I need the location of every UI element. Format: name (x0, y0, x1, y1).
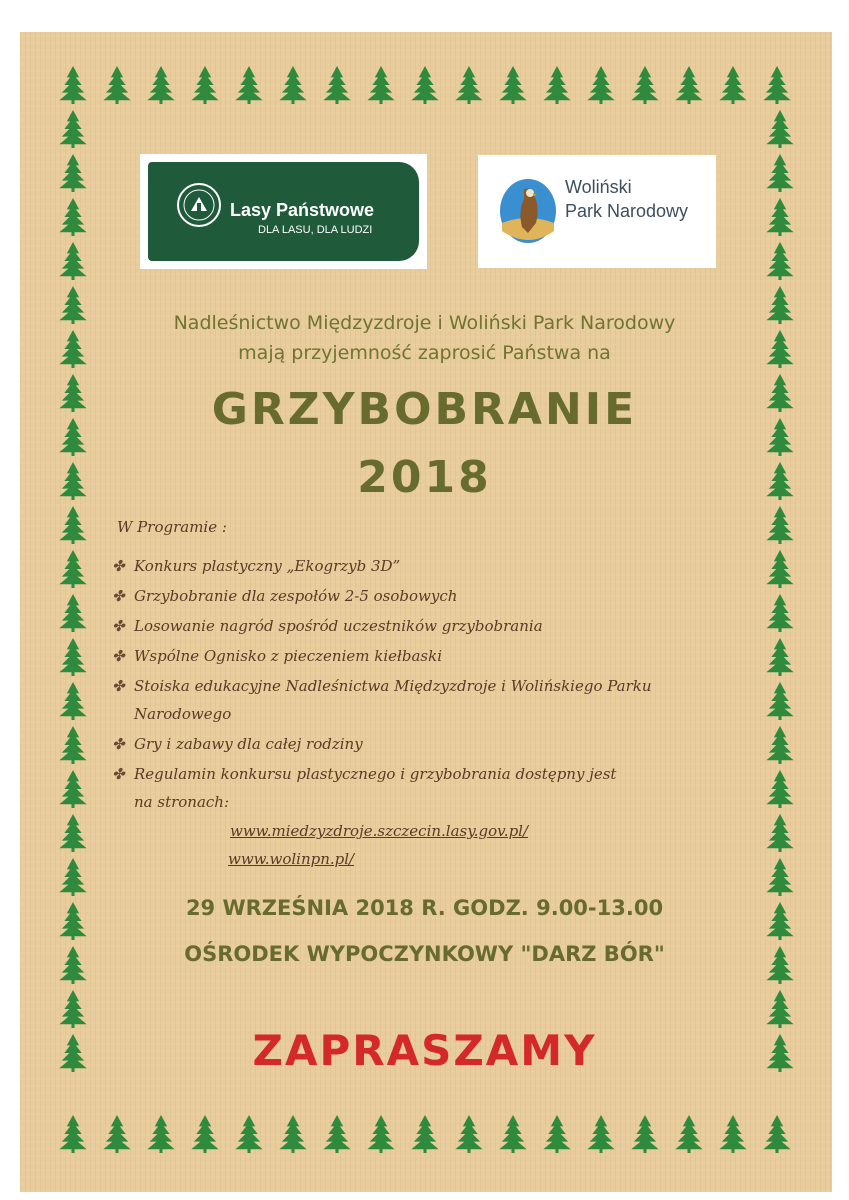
pine-tree-icon (587, 66, 614, 104)
link-lasy[interactable]: www.miedzyzdroje.szczecin.lasy.gov.pl/ (230, 822, 529, 840)
pine-tree-icon (103, 1115, 130, 1153)
pine-tree-icon (766, 770, 793, 808)
pine-tree-icon (59, 770, 86, 808)
pine-tree-icon (455, 66, 482, 104)
pine-tree-icon (59, 198, 86, 236)
pine-tree-icon (103, 66, 130, 104)
lasy-emblem-icon (176, 182, 222, 228)
pine-tree-icon (766, 154, 793, 192)
wpn-name-line2: Park Narodowy (565, 201, 689, 221)
event-place: OŚRODEK WYPOCZYNKOWY "DARZ BÓR" (184, 942, 665, 966)
pine-tree-icon (411, 1115, 438, 1153)
pine-tree-icon (147, 1115, 174, 1153)
event-datetime: 29 WRZEŚNIA 2018 R. GODZ. 9.00-13.00 (185, 896, 664, 920)
invitation-text: ZAPRASZAMY (252, 1026, 597, 1075)
pine-tree-icon (766, 726, 793, 764)
pine-tree-icon (766, 110, 793, 148)
pine-tree-icon (279, 1115, 306, 1153)
pine-tree-icon (323, 66, 350, 104)
wpn-name-line1: Woliński (565, 177, 632, 197)
pine-tree-icon (719, 1115, 746, 1153)
pine-tree-icon (367, 1115, 394, 1153)
pine-tree-icon (235, 66, 262, 104)
pine-tree-icon (59, 990, 86, 1028)
pine-tree-icon (59, 242, 86, 280)
pine-tree-icon (191, 1115, 218, 1153)
pine-tree-icon (59, 814, 86, 852)
lasy-name: Lasy Państwowe (230, 200, 375, 220)
pine-tree-icon (59, 66, 86, 104)
program-item: ✤ Grzybobranie dla zespołów 2-5 osobowych (112, 587, 458, 605)
pine-tree-icon (59, 726, 86, 764)
pine-tree-icon (766, 198, 793, 236)
pine-tree-icon (766, 990, 793, 1028)
pine-tree-icon (59, 550, 86, 588)
pine-tree-icon (499, 1115, 526, 1153)
program-item: ✤ Regulamin konkursu plastycznego i grzybobrania dostępny jest (112, 765, 617, 783)
pine-tree-icon (631, 66, 658, 104)
pine-tree-icon (766, 242, 793, 280)
pine-tree-icon (147, 66, 174, 104)
link-wolinpn[interactable]: www.wolinpn.pl/ (228, 850, 355, 868)
pine-tree-icon (191, 66, 218, 104)
pine-tree-icon (766, 682, 793, 720)
program-item: ✤ Stoiska edukacyjne Nadleśnictwa Międzyzdroje i Wolińskiego Parku (112, 677, 652, 695)
program-item: ✤ Konkurs plastyczny „Ekogrzyb 3D” (112, 557, 401, 575)
pine-tree-icon (59, 110, 86, 148)
pine-tree-icon (59, 638, 86, 676)
pine-tree-icon (411, 66, 438, 104)
pine-tree-icon (543, 1115, 570, 1153)
pine-tree-icon (59, 594, 86, 632)
pine-tree-icon (766, 814, 793, 852)
program-item-continuation: Narodowego (134, 705, 232, 723)
pine-tree-icon (59, 1115, 86, 1153)
pine-tree-icon (323, 1115, 350, 1153)
pine-tree-icon (763, 66, 790, 104)
pine-tree-icon (766, 858, 793, 896)
wolinski-park-logo (478, 155, 716, 268)
pine-tree-icon (235, 1115, 262, 1153)
program-item: ✤ Wspólne Ognisko z pieczeniem kiełbaski (112, 647, 443, 665)
program-item: ✤ Losowanie nagród spośród uczestników grzybobrania (112, 617, 543, 635)
lasy-tagline: DLA LASU, DLA LUDZI (258, 224, 373, 236)
pine-tree-icon (675, 1115, 702, 1153)
program-heading: W Programie : (117, 518, 227, 536)
event-title: GRZYBOBRANIE (211, 384, 638, 435)
intro-line-2: mają przyjemność zaprosić Państwa na (238, 342, 611, 364)
lasy-panstwowe-logo (140, 154, 427, 269)
pine-tree-icon (59, 506, 86, 544)
pine-tree-icon (766, 638, 793, 676)
pine-tree-icon (455, 1115, 482, 1153)
intro-line-1: Nadleśnictwo Międzyzdroje i Woliński Park Narodowy (173, 312, 676, 334)
program-item: ✤ Gry i zabawy dla całej rodziny (112, 735, 363, 753)
pine-tree-icon (59, 154, 86, 192)
pine-tree-icon (59, 682, 86, 720)
pine-tree-icon (766, 550, 793, 588)
event-year: 2018 (357, 452, 492, 503)
pine-tree-icon (59, 858, 86, 896)
pine-tree-icon (766, 594, 793, 632)
pine-tree-icon (631, 1115, 658, 1153)
pine-tree-icon (766, 506, 793, 544)
pine-tree-icon (367, 66, 394, 104)
pine-tree-icon (675, 66, 702, 104)
pine-tree-icon (719, 66, 746, 104)
pine-tree-icon (543, 66, 570, 104)
pine-tree-icon (499, 66, 526, 104)
eagle-icon (498, 177, 558, 245)
program-item-continuation: na stronach: (134, 793, 230, 811)
pine-tree-icon (763, 1115, 790, 1153)
pine-tree-icon (587, 1115, 614, 1153)
pine-tree-icon (279, 66, 306, 104)
